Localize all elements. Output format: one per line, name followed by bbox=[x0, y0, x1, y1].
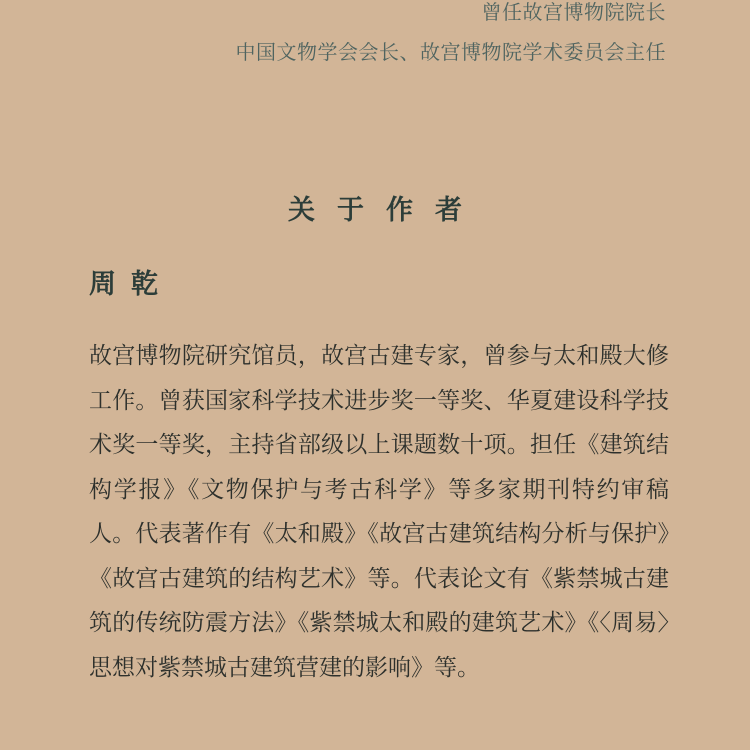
credential-line: 曾任故宫博物院院长 bbox=[481, 0, 666, 24]
section-title: 关于作者 bbox=[288, 195, 484, 226]
author-bio: 故宫博物院研究馆员，故宫古建专家，曾参与太和殿大修工作。曾获国家科学技术进步奖一等奖、华夏建设科学技术奖一等奖，主持省部级以上课题数十项。担任《建筑结构学报》《文物保护与考古科学》等多家期刊特约审稿人。代表著作有《太和殿》《故宫古建筑结构分析与保护》《故宫古建筑的结构艺术》等。代表论文有《紫禁城古建筑的传统防震方法》《紫禁城太和殿的建筑艺术》《〈周易〉思想对紫禁城古建筑营建的影响》等。 bbox=[89, 343, 669, 681]
author-name: 周乾 bbox=[89, 269, 173, 300]
credential-line: 中国文物学会会长、故宫博物院学术委员会主任 bbox=[235, 40, 666, 64]
previous-author-credentials bbox=[236, 0, 667, 72]
